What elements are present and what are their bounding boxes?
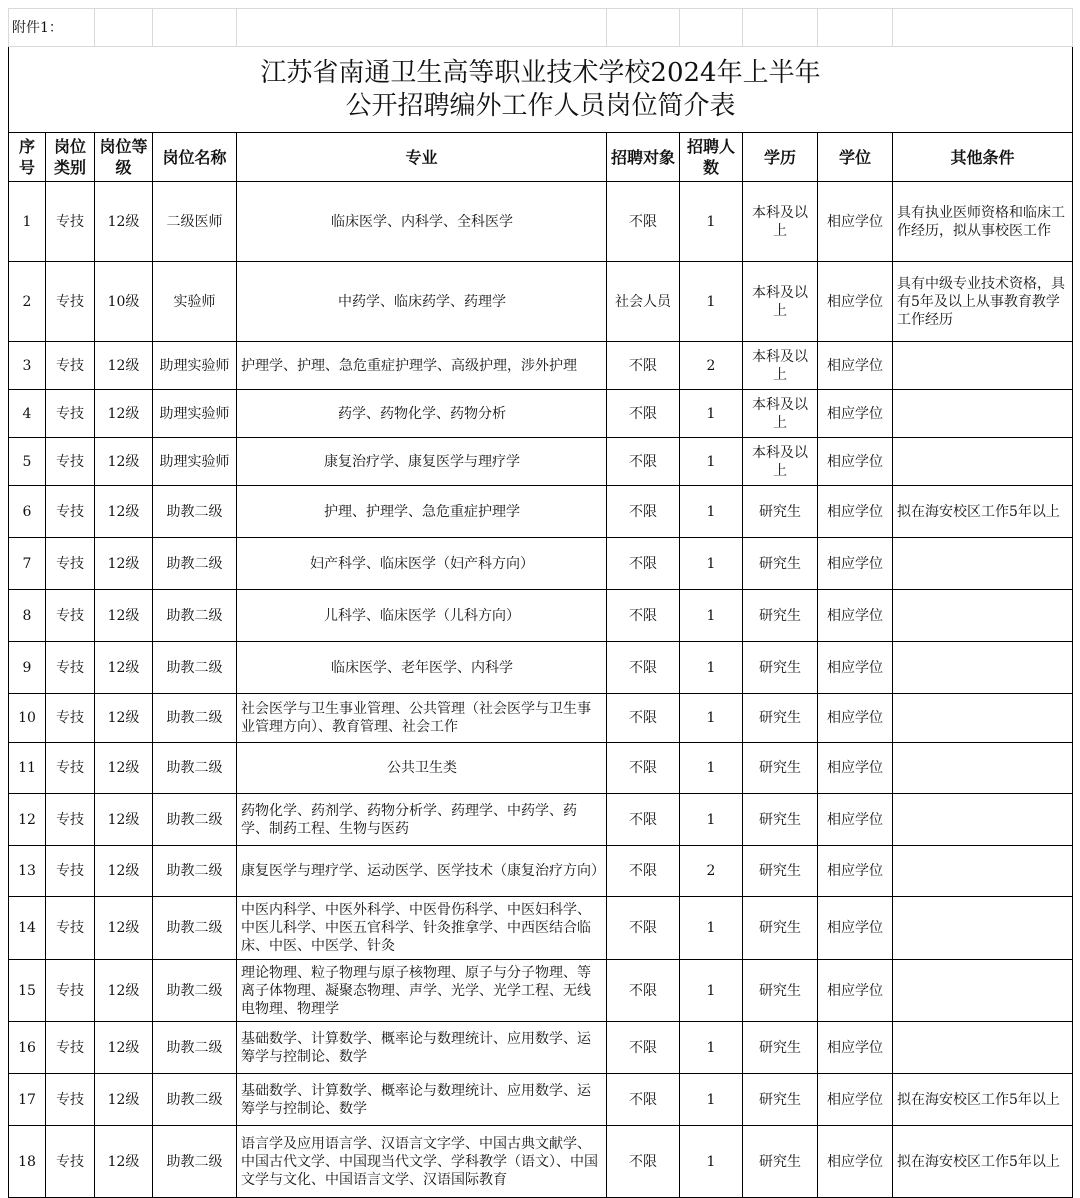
header-conditions: 其他条件 bbox=[893, 133, 1073, 182]
cell-major: 妇产科学、临床医学（妇产科方向） bbox=[237, 538, 607, 590]
cell-category: 专技 bbox=[46, 182, 95, 262]
page-title bbox=[9, 47, 1073, 133]
cell-education: 研究生 bbox=[743, 1022, 818, 1074]
cell-count: 1 bbox=[680, 794, 743, 846]
cell-count: 1 bbox=[680, 897, 743, 960]
cell-count: 1 bbox=[680, 262, 743, 342]
cell-level: 12级 bbox=[95, 342, 153, 390]
table-row bbox=[9, 438, 1073, 486]
cell-degree: 相应学位 bbox=[818, 960, 893, 1022]
cell-count: 2 bbox=[680, 846, 743, 897]
cell-name: 二级医师 bbox=[153, 182, 237, 262]
cell-level: 12级 bbox=[95, 1074, 153, 1126]
table-row bbox=[9, 182, 1073, 262]
cell-category: 专技 bbox=[46, 390, 95, 438]
cell-education: 研究生 bbox=[743, 590, 818, 642]
cell-seq: 1 bbox=[9, 182, 46, 262]
cell-level: 12级 bbox=[95, 438, 153, 486]
cell-seq: 18 bbox=[9, 1126, 46, 1198]
cell-count: 1 bbox=[680, 1022, 743, 1074]
cell-category: 专技 bbox=[46, 1074, 95, 1126]
cell-conditions bbox=[893, 1022, 1073, 1074]
cell-major: 护理、护理学、急危重症护理学 bbox=[237, 486, 607, 538]
cell-major: 儿科学、临床医学（儿科方向） bbox=[237, 590, 607, 642]
cell-education: 本科及以上 bbox=[743, 438, 818, 486]
cell-education: 研究生 bbox=[743, 694, 818, 743]
table-row bbox=[9, 590, 1073, 642]
cell-seq: 17 bbox=[9, 1074, 46, 1126]
table-row bbox=[9, 743, 1073, 794]
cell-name: 助教二级 bbox=[153, 486, 237, 538]
title-line-1: 江苏省南通卫生高等职业技术学校2024年上半年 bbox=[260, 57, 821, 88]
cell-seq: 15 bbox=[9, 960, 46, 1022]
table-row bbox=[9, 486, 1073, 538]
cell-seq: 9 bbox=[9, 642, 46, 694]
recruitment-table bbox=[8, 8, 1073, 1198]
table-row bbox=[9, 897, 1073, 960]
table-row bbox=[9, 694, 1073, 743]
cell-level: 12级 bbox=[95, 794, 153, 846]
cell-seq: 7 bbox=[9, 538, 46, 590]
table-row bbox=[9, 794, 1073, 846]
cell-category: 专技 bbox=[46, 438, 95, 486]
cell-target: 不限 bbox=[607, 794, 680, 846]
cell-count: 1 bbox=[680, 1126, 743, 1198]
cell-major: 中医内科学、中医外科学、中医骨伤科学、中医妇科学、中医儿科学、中医五官科学、针灸推拿学、中西医结合临床、中医、中医学、针灸 bbox=[237, 897, 607, 960]
cell-degree: 相应学位 bbox=[818, 262, 893, 342]
header-target: 招聘对象 bbox=[607, 133, 680, 182]
cell-education: 研究生 bbox=[743, 1074, 818, 1126]
table-row bbox=[9, 390, 1073, 438]
cell-education: 本科及以上 bbox=[743, 342, 818, 390]
cell-education: 本科及以上 bbox=[743, 262, 818, 342]
cell-category: 专技 bbox=[46, 960, 95, 1022]
cell-degree: 相应学位 bbox=[818, 642, 893, 694]
cell-count: 1 bbox=[680, 1074, 743, 1126]
cell-name: 助理实验师 bbox=[153, 342, 237, 390]
cell-conditions bbox=[893, 390, 1073, 438]
cell-degree: 相应学位 bbox=[818, 743, 893, 794]
cell-conditions bbox=[893, 342, 1073, 390]
cell-count: 1 bbox=[680, 642, 743, 694]
cell-level: 12级 bbox=[95, 846, 153, 897]
cell-target: 不限 bbox=[607, 960, 680, 1022]
table-row bbox=[9, 1126, 1073, 1198]
cell-category: 专技 bbox=[46, 538, 95, 590]
cell-conditions bbox=[893, 438, 1073, 486]
cell-category: 专技 bbox=[46, 590, 95, 642]
cell-conditions bbox=[893, 743, 1073, 794]
cell-category: 专技 bbox=[46, 342, 95, 390]
cell-name: 助教二级 bbox=[153, 794, 237, 846]
cell-major: 临床医学、内科学、全科医学 bbox=[237, 182, 607, 262]
cell-category: 专技 bbox=[46, 794, 95, 846]
cell-conditions bbox=[893, 538, 1073, 590]
cell-count: 1 bbox=[680, 182, 743, 262]
cell-name: 助教二级 bbox=[153, 897, 237, 960]
table-row bbox=[9, 342, 1073, 390]
cell-level: 12级 bbox=[95, 590, 153, 642]
cell-count: 1 bbox=[680, 960, 743, 1022]
annex-label: 附件1： bbox=[9, 9, 95, 47]
header-count: 招聘人数 bbox=[680, 133, 743, 182]
cell-name: 助教二级 bbox=[153, 538, 237, 590]
cell-level: 10级 bbox=[95, 262, 153, 342]
table-row bbox=[9, 1074, 1073, 1126]
cell-education: 研究生 bbox=[743, 794, 818, 846]
cell-target: 社会人员 bbox=[607, 262, 680, 342]
title-line-2: 公开招聘编外工作人员岗位简介表 bbox=[345, 90, 736, 121]
cell-degree: 相应学位 bbox=[818, 1126, 893, 1198]
cell-seq: 3 bbox=[9, 342, 46, 390]
cell-level: 12级 bbox=[95, 486, 153, 538]
cell-category: 专技 bbox=[46, 1126, 95, 1198]
cell-major: 理论物理、粒子物理与原子核物理、原子与分子物理、等离子体物理、凝聚态物理、声学、光学、光学工程、无线电物理、物理学 bbox=[237, 960, 607, 1022]
cell-category: 专技 bbox=[46, 262, 95, 342]
cell-conditions bbox=[893, 846, 1073, 897]
cell-count: 1 bbox=[680, 538, 743, 590]
cell-category: 专技 bbox=[46, 694, 95, 743]
header-education: 学历 bbox=[743, 133, 818, 182]
cell-level: 12级 bbox=[95, 694, 153, 743]
table-row bbox=[9, 1022, 1073, 1074]
cell-level: 12级 bbox=[95, 743, 153, 794]
cell-degree: 相应学位 bbox=[818, 342, 893, 390]
cell-seq: 16 bbox=[9, 1022, 46, 1074]
cell-conditions bbox=[893, 694, 1073, 743]
cell-degree: 相应学位 bbox=[818, 486, 893, 538]
cell-target: 不限 bbox=[607, 182, 680, 262]
cell-education: 研究生 bbox=[743, 960, 818, 1022]
cell-degree: 相应学位 bbox=[818, 846, 893, 897]
cell-target: 不限 bbox=[607, 1022, 680, 1074]
cell-count: 1 bbox=[680, 694, 743, 743]
cell-name: 助理实验师 bbox=[153, 390, 237, 438]
cell-category: 专技 bbox=[46, 486, 95, 538]
cell-name: 实验师 bbox=[153, 262, 237, 342]
cell-conditions: 具有中级专业技术资格，具有5年及以上从事教育教学工作经历 bbox=[893, 262, 1073, 342]
cell-target: 不限 bbox=[607, 538, 680, 590]
cell-major: 药物化学、药剂学、药物分析学、药理学、中药学、药学、制药工程、生物与医药 bbox=[237, 794, 607, 846]
header-level: 岗位等级 bbox=[95, 133, 153, 182]
cell-seq: 11 bbox=[9, 743, 46, 794]
cell-degree: 相应学位 bbox=[818, 794, 893, 846]
cell-conditions bbox=[893, 794, 1073, 846]
table-row bbox=[9, 846, 1073, 897]
cell-level: 12级 bbox=[95, 182, 153, 262]
cell-name: 助教二级 bbox=[153, 846, 237, 897]
cell-target: 不限 bbox=[607, 590, 680, 642]
cell-name: 助教二级 bbox=[153, 590, 237, 642]
cell-education: 研究生 bbox=[743, 743, 818, 794]
cell-level: 12级 bbox=[95, 390, 153, 438]
title-row bbox=[9, 47, 1073, 133]
cell-seq: 2 bbox=[9, 262, 46, 342]
cell-conditions bbox=[893, 642, 1073, 694]
cell-count: 1 bbox=[680, 390, 743, 438]
cell-major: 康复医学与理疗学、运动医学、医学技术（康复治疗方向） bbox=[237, 846, 607, 897]
cell-category: 专技 bbox=[46, 642, 95, 694]
header-major: 专业 bbox=[237, 133, 607, 182]
cell-name: 助教二级 bbox=[153, 960, 237, 1022]
cell-degree: 相应学位 bbox=[818, 1022, 893, 1074]
cell-education: 研究生 bbox=[743, 642, 818, 694]
header-category: 岗位类别 bbox=[46, 133, 95, 182]
cell-seq: 8 bbox=[9, 590, 46, 642]
cell-education: 本科及以上 bbox=[743, 182, 818, 262]
cell-seq: 10 bbox=[9, 694, 46, 743]
cell-count: 1 bbox=[680, 486, 743, 538]
cell-count: 2 bbox=[680, 342, 743, 390]
cell-major: 药学、药物化学、药物分析 bbox=[237, 390, 607, 438]
cell-degree: 相应学位 bbox=[818, 390, 893, 438]
cell-seq: 14 bbox=[9, 897, 46, 960]
cell-target: 不限 bbox=[607, 486, 680, 538]
cell-target: 不限 bbox=[607, 390, 680, 438]
cell-conditions: 具有执业医师资格和临床工作经历，拟从事校医工作 bbox=[893, 182, 1073, 262]
cell-degree: 相应学位 bbox=[818, 897, 893, 960]
table-row bbox=[9, 538, 1073, 590]
cell-major: 社会医学与卫生事业管理、公共管理（社会医学与卫生事业管理方向）、教育管理、社会工作 bbox=[237, 694, 607, 743]
header-row bbox=[9, 133, 1073, 182]
cell-conditions bbox=[893, 897, 1073, 960]
cell-conditions: 拟在海安校区工作5年以上 bbox=[893, 1074, 1073, 1126]
cell-seq: 6 bbox=[9, 486, 46, 538]
header-degree: 学位 bbox=[818, 133, 893, 182]
cell-major: 护理学、护理、急危重症护理学、高级护理，涉外护理 bbox=[237, 342, 607, 390]
cell-name: 助教二级 bbox=[153, 694, 237, 743]
header-seq: 序号 bbox=[9, 133, 46, 182]
cell-conditions bbox=[893, 960, 1073, 1022]
cell-conditions: 拟在海安校区工作5年以上 bbox=[893, 486, 1073, 538]
cell-major: 中药学、临床药学、药理学 bbox=[237, 262, 607, 342]
cell-education: 研究生 bbox=[743, 897, 818, 960]
cell-count: 1 bbox=[680, 743, 743, 794]
cell-level: 12级 bbox=[95, 538, 153, 590]
cell-category: 专技 bbox=[46, 1022, 95, 1074]
cell-degree: 相应学位 bbox=[818, 590, 893, 642]
cell-name: 助教二级 bbox=[153, 1126, 237, 1198]
cell-conditions bbox=[893, 590, 1073, 642]
table-row bbox=[9, 262, 1073, 342]
cell-major: 基础数学、计算数学、概率论与数理统计、应用数学、运筹学与控制论、数学 bbox=[237, 1074, 607, 1126]
cell-degree: 相应学位 bbox=[818, 694, 893, 743]
header-name: 岗位名称 bbox=[153, 133, 237, 182]
cell-category: 专技 bbox=[46, 846, 95, 897]
cell-name: 助教二级 bbox=[153, 1022, 237, 1074]
cell-major: 公共卫生类 bbox=[237, 743, 607, 794]
cell-education: 研究生 bbox=[743, 486, 818, 538]
cell-name: 助教二级 bbox=[153, 642, 237, 694]
cell-education: 研究生 bbox=[743, 538, 818, 590]
cell-major: 语言学及应用语言学、汉语言文字学、中国古典文献学、中国古代文学、中国现当代文学、学科教学（语文）、中国文学与文化、中国语言文学、汉语国际教育 bbox=[237, 1126, 607, 1198]
annex-row bbox=[9, 9, 1073, 47]
cell-category: 专技 bbox=[46, 743, 95, 794]
cell-seq: 5 bbox=[9, 438, 46, 486]
table-row bbox=[9, 960, 1073, 1022]
cell-degree: 相应学位 bbox=[818, 538, 893, 590]
cell-target: 不限 bbox=[607, 1074, 680, 1126]
cell-degree: 相应学位 bbox=[818, 438, 893, 486]
cell-target: 不限 bbox=[607, 438, 680, 486]
cell-name: 助教二级 bbox=[153, 743, 237, 794]
cell-level: 12级 bbox=[95, 1022, 153, 1074]
cell-major: 基础数学、计算数学、概率论与数理统计、应用数学、运筹学与控制论、数学 bbox=[237, 1022, 607, 1074]
cell-education: 研究生 bbox=[743, 1126, 818, 1198]
cell-seq: 4 bbox=[9, 390, 46, 438]
cell-degree: 相应学位 bbox=[818, 182, 893, 262]
cell-level: 12级 bbox=[95, 897, 153, 960]
cell-seq: 13 bbox=[9, 846, 46, 897]
cell-major: 康复治疗学、康复医学与理疗学 bbox=[237, 438, 607, 486]
cell-target: 不限 bbox=[607, 642, 680, 694]
cell-target: 不限 bbox=[607, 1126, 680, 1198]
cell-level: 12级 bbox=[95, 960, 153, 1022]
cell-category: 专技 bbox=[46, 897, 95, 960]
cell-count: 1 bbox=[680, 590, 743, 642]
cell-name: 助理实验师 bbox=[153, 438, 237, 486]
cell-target: 不限 bbox=[607, 694, 680, 743]
cell-target: 不限 bbox=[607, 342, 680, 390]
cell-education: 研究生 bbox=[743, 846, 818, 897]
cell-target: 不限 bbox=[607, 743, 680, 794]
cell-target: 不限 bbox=[607, 846, 680, 897]
cell-level: 12级 bbox=[95, 642, 153, 694]
table-row bbox=[9, 642, 1073, 694]
cell-count: 1 bbox=[680, 438, 743, 486]
cell-education: 本科及以上 bbox=[743, 390, 818, 438]
cell-name: 助教二级 bbox=[153, 1074, 237, 1126]
cell-conditions: 拟在海安校区工作5年以上 bbox=[893, 1126, 1073, 1198]
cell-seq: 12 bbox=[9, 794, 46, 846]
cell-major: 临床医学、老年医学、内科学 bbox=[237, 642, 607, 694]
cell-degree: 相应学位 bbox=[818, 1074, 893, 1126]
cell-target: 不限 bbox=[607, 897, 680, 960]
cell-level: 12级 bbox=[95, 1126, 153, 1198]
